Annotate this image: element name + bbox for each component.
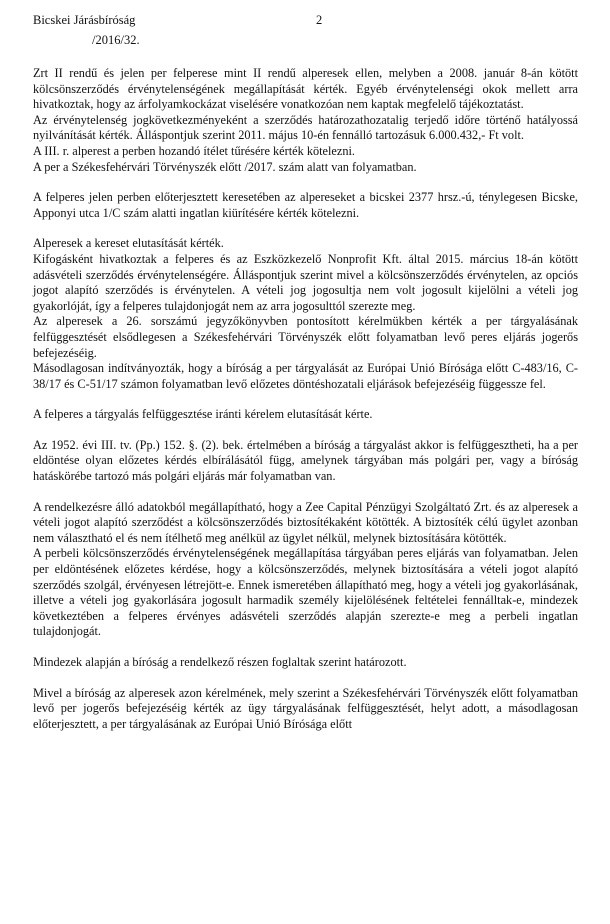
paragraph-prior-lawsuit: Zrt II rendű és jelen per felperese mint II rendű alperesek ellen, melyben a 2008. január 8-án kötött kölcsönszerződés érvénytelenségének megállapítását kérték. Egyéb érvénytelenségi okok mellett arra hivatkoztak, hogy az árfolyamkockázat viselésére vonatkozóan nem kaptak megfelelő tájékoztatást. [33,66,578,112]
paragraph-findings: A rendelkezésre álló adatokból megállapítható, hogy a Zee Capital Pénzügyi Szolgáltató Zrt. és az alperesek a vételi jogot alapító szerződést a kölcsönszerződés biztosítékaként kötötték. A biztosíték célú ügylet azonban nem választható el és nem ítélhető meg anélkül az ügylet nélkül, melynek biztosítására kötötték. [33,499,578,545]
paragraph-pending-case: A per a Székesfehérvári Törvényszék előtt /2017. szám alatt van folyamatban. [33,159,417,174]
paragraph-defendants-request: Alperesek a kereset elutasítását kérték. [33,236,224,251]
paragraph-plaintiff-reply: A felperes a tárgyalás felfüggesztése iránti kérelem elutasítását kérte. [33,407,373,422]
paragraph-legal-basis: Az 1952. évi III. tv. (Pp.) 152. §. (2). bek. értelmében a bíróság a tárgyalást akkor is felfüggesztheti, ha a per eldöntése olyan előzetes kérdés elbírálásától függ, amelynek tárgyában más polgári per, vagy a bíróság hatáskörébe tartozó más polgári eljárás már folyamatban van. [33,437,578,484]
paragraph-third-defendant: A III. r. alperest a perben hozandó ítélet tűrésére kérték kötelezni. [33,143,355,158]
paragraph-conclusion: Mivel a bíróság az alperesek azon kérelmének, mely szerint a Székesfehérvári Törvényszék előtt folyamatban levő per jogerős befejezéséig kérték az ügy tárgyalásának felfüggesztését, helyt adott, a másodlagosan előterjesztett, a per tárgyalásának az Európai Unió Bírósága előtt [33,685,578,731]
document-body [33,66,578,732]
page-number: 2 [316,13,323,27]
paragraph-decision: Mindezek alapján a bíróság a rendelkező részen foglaltak szerint határozott. [33,655,407,669]
paragraph-plaintiff-claim: A felperes jelen perben előterjesztett keresetében az alpereseket a bicskei 2377 hrsz.-ú, ténylegesen Bicske, Apponyi utca 1/C szám alatti ingatlan kiürítésére kérték kötelezni. [33,190,578,220]
paragraph-legal-consequence: Az érvénytelenség jogkövetkezményeként a szerződés határozathozatalig terjedő időre történő hatályossá nyilvánítását kérték. Álláspontjuk szerint 2011. május 10-én fennálló tartozásuk 6.000.432,- Ft volt. [33,112,578,143]
paragraph-objection: Kifogásként hivatkoztak a felperes és az Eszközkezelő Nonprofit Kft. által 2015. március 18-án kötött adásvételi szerződés érvénytelenségére. Álláspontjuk szerint mivel a kölcsönszerződés érvénytelen, az opciós jogot alapító szerződés is érvénytelen. A vételi jog jogosultja nem volt jogosult kijelölni a vételi jog gyakorlóját, így a felperes tulajdonjogát nem az arra jogosulttól szerezte meg. [33,251,578,313]
case-number: /2016/32. [92,33,140,47]
paragraph-primary-suspension: Az alperesek a 26. sorszámú jegyzőkönyvben pontosított kérelmükben kérték a per tárgyalásának felfüggesztését elsődlegesen a Székesfehérvári Törvényszék előtt folyamatban levő peres eljárás jogerős befejezéséig. [33,314,578,360]
paragraph-preliminary-question: A perbeli kölcsönszerződés érvénytelenségének megállapítása tárgyában peres eljárás van folyamatban. Jelen per eldöntésének előzetes kérdése, hogy a kölcsönszerződés, melynek biztosítására a vételi jogot alapító szerződés szolgál, érvényesen létrejött-e. Ennek ismeretében állapítható meg, hogy a vételi jog gyakorlásának, illetve a vételi jog gyakorlására jogosult harmadik személy kijelölésének feltételei fennálltak-e, mindezek következtében a felperes érvényes adásvételi szerződés alapján szerezte-e meg a perbeli ingatlan tulajdonjogát. [33,546,578,639]
court-name: Bicskei Járásbíróság [33,13,136,27]
paragraph-secondary-suspension: Másodlagosan indítványozták, hogy a bíróság a per tárgyalását az Európai Unió Bírósága előtt C-483/16, C-38/17 és C-51/17 számon folyamatban levő előzetes döntéshozatali eljárások befejezéséig függessze fel. [33,361,578,391]
